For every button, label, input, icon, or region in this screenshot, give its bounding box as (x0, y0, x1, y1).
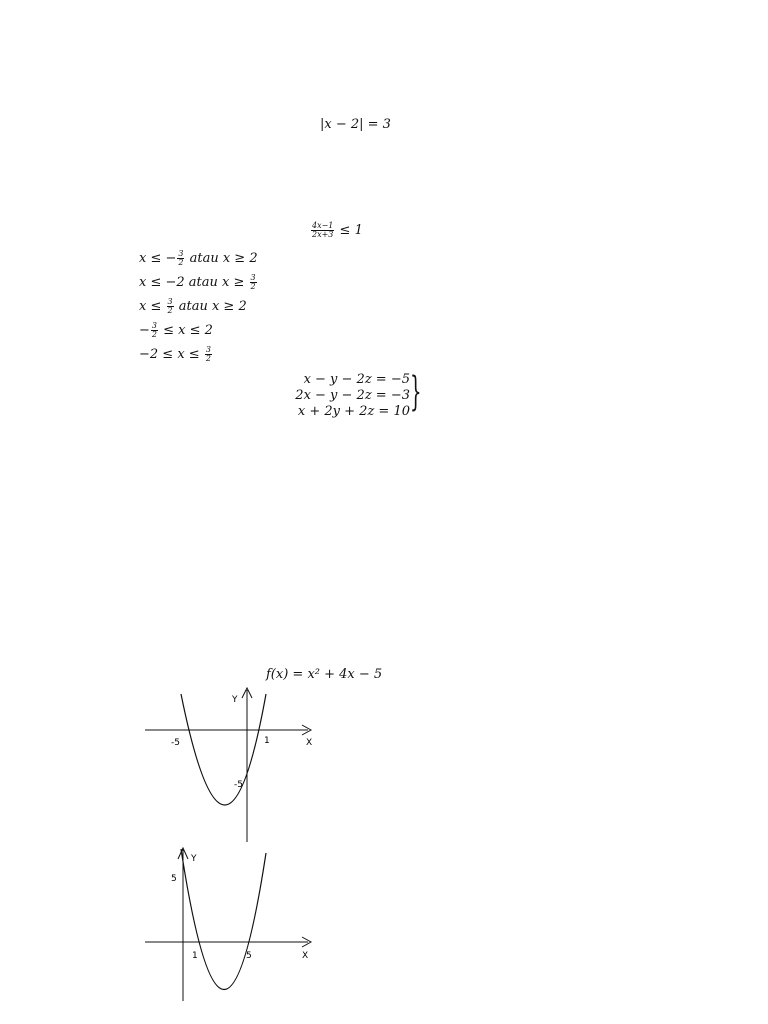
option-fraction (151, 322, 158, 339)
system-equation-3: x + 2y + 2z = 10 (297, 404, 410, 419)
fraction-numerator: 3 (205, 345, 211, 354)
fraction-denominator: 2 (151, 330, 157, 339)
option-text: −2 ≤ x ≤ (139, 347, 204, 362)
x-intercept-label-neg5: -5 (171, 738, 180, 748)
y-axis-label: Y (232, 695, 238, 705)
inequality-rhs: ≤ 1 (339, 223, 363, 238)
x-axis-label: X (302, 951, 309, 961)
option-text: x ≤ −2 atau x ≥ (139, 275, 249, 290)
option-text: ≤ x ≤ 2 (159, 323, 213, 338)
option-a (139, 247, 258, 271)
x-intercept-label-1: 1 (264, 736, 270, 746)
option-d (139, 319, 258, 343)
option-fraction (177, 250, 184, 267)
option-c (139, 295, 258, 319)
parabola-graph-2 (140, 845, 340, 1005)
option-fraction (250, 274, 257, 291)
inequality-denominator: 2x+3 (312, 230, 334, 239)
inequality-fraction (311, 222, 334, 239)
fraction-numerator: 3 (178, 249, 184, 258)
inequality-numerator: 4x−1 (312, 221, 334, 230)
option-text: x ≤ (139, 299, 166, 314)
option-text: atau x ≥ 2 (174, 299, 247, 314)
x-intercept-label-1: 1 (192, 951, 198, 961)
option-fraction (205, 346, 212, 363)
y-intercept-label: -5 (234, 780, 243, 790)
absolute-value-equation: |x − 2| = 3 (320, 117, 391, 132)
fraction-numerator: 3 (167, 297, 173, 306)
x-axis-label: X (306, 738, 313, 748)
fraction-denominator: 2 (205, 354, 211, 363)
option-text: x ≤ − (139, 251, 177, 266)
answer-options (139, 247, 258, 367)
parabola-graph-1 (140, 686, 340, 846)
fraction-numerator: 3 (250, 273, 256, 282)
option-text: atau x ≥ 2 (185, 251, 258, 266)
system-equation-2: 2x − y − 2z = −3 (295, 388, 410, 403)
option-b (139, 271, 258, 295)
fraction-numerator: 3 (151, 321, 157, 330)
right-brace-icon: } (410, 369, 422, 415)
option-fraction (167, 298, 174, 315)
x-intercept-label-5: 5 (246, 951, 252, 961)
y-axis-label: Y (191, 854, 197, 864)
parabola-curve (181, 694, 266, 805)
fraction-denominator: 2 (178, 258, 184, 267)
y-intercept-label: 5 (171, 874, 177, 884)
option-e (139, 343, 258, 367)
equation-system (295, 372, 410, 420)
fraction-inequality (310, 222, 363, 239)
system-equation-1: x − y − 2z = −5 (303, 372, 410, 387)
fraction-denominator: 2 (250, 282, 256, 291)
function-definition: f(x) = x² + 4x − 5 (266, 667, 383, 682)
parabola-curve (181, 849, 266, 990)
fraction-denominator: 2 (167, 306, 173, 315)
option-text: − (139, 323, 150, 338)
